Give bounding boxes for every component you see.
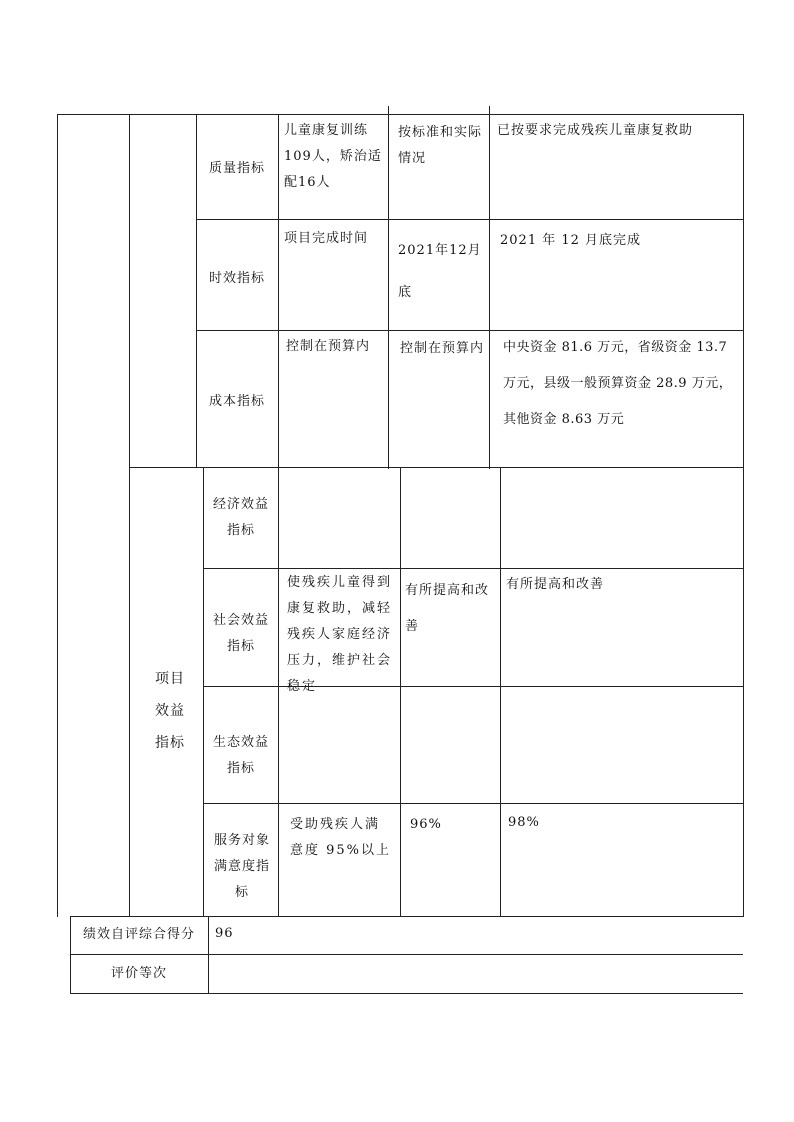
satisfaction-actual: 98% bbox=[508, 815, 540, 830]
quality-standard: 按标准和实际情况 bbox=[398, 125, 483, 166]
cost-actual: 中央资金 81.6 万元，省级资金 13.7 万元，县级一般预算资金 28.9 万元，其他资金 8.63 万元 bbox=[503, 340, 733, 427]
social-indicator-label: 社会效益指标 bbox=[212, 613, 269, 654]
cost-indicator-label: 成本指标 bbox=[208, 394, 265, 409]
timeliness-standard: 2021年12月底 bbox=[398, 243, 482, 300]
column-divider bbox=[489, 106, 490, 469]
table-left-border bbox=[57, 114, 58, 917]
ecological-indicator-label: 生态效益指标 bbox=[212, 735, 269, 776]
column-divider bbox=[203, 467, 204, 917]
social-actual: 有所提高和改善 bbox=[506, 577, 605, 592]
score-value: 96 bbox=[215, 926, 234, 941]
column-divider bbox=[208, 916, 209, 993]
social-standard: 有所提高和改善 bbox=[405, 583, 490, 634]
cost-standard: 控制在预算内 bbox=[400, 341, 485, 356]
satisfaction-target: 受助残疾人满意度 95%以上 bbox=[290, 817, 392, 858]
quality-target: 儿童康复训练109人，矫治适配16人 bbox=[284, 123, 382, 190]
satisfaction-indicator-label: 服务对象满意度指标 bbox=[213, 833, 270, 900]
score-label: 绩效自评综合得分 bbox=[82, 927, 195, 942]
row-divider bbox=[203, 686, 743, 687]
table-bottom-border bbox=[70, 993, 743, 994]
column-divider bbox=[500, 467, 501, 917]
row-divider bbox=[196, 219, 743, 220]
timeliness-indicator-label: 时效指标 bbox=[208, 271, 265, 286]
economic-indicator-label: 经济效益指标 bbox=[212, 497, 269, 538]
timeliness-target: 项目完成时间 bbox=[284, 231, 369, 246]
column-divider bbox=[400, 467, 401, 917]
row-divider bbox=[203, 568, 743, 569]
table-left-border bbox=[70, 916, 71, 993]
quality-actual: 已按要求完成残疾儿童康复救助 bbox=[497, 123, 694, 138]
row-divider bbox=[129, 467, 743, 468]
column-divider bbox=[129, 114, 130, 917]
table-top-border bbox=[57, 114, 743, 115]
social-target: 使残疾儿童得到康复救助，减轻残疾人家庭经济压力，维护社会稳定 bbox=[287, 575, 393, 694]
row-divider bbox=[203, 803, 743, 804]
satisfaction-standard: 96% bbox=[410, 817, 442, 832]
timeliness-actual: 2021 年 12 月底完成 bbox=[500, 233, 642, 248]
table-right-border bbox=[743, 114, 744, 917]
quality-indicator-label: 质量指标 bbox=[208, 161, 265, 176]
grade-label: 评价等次 bbox=[110, 966, 167, 981]
row-divider bbox=[70, 916, 743, 917]
row-divider bbox=[70, 954, 743, 955]
column-divider bbox=[388, 106, 389, 469]
cost-target: 控制在预算内 bbox=[286, 339, 371, 354]
column-divider bbox=[278, 114, 279, 917]
benefit-group-label: 项目效益指标 bbox=[155, 671, 185, 751]
